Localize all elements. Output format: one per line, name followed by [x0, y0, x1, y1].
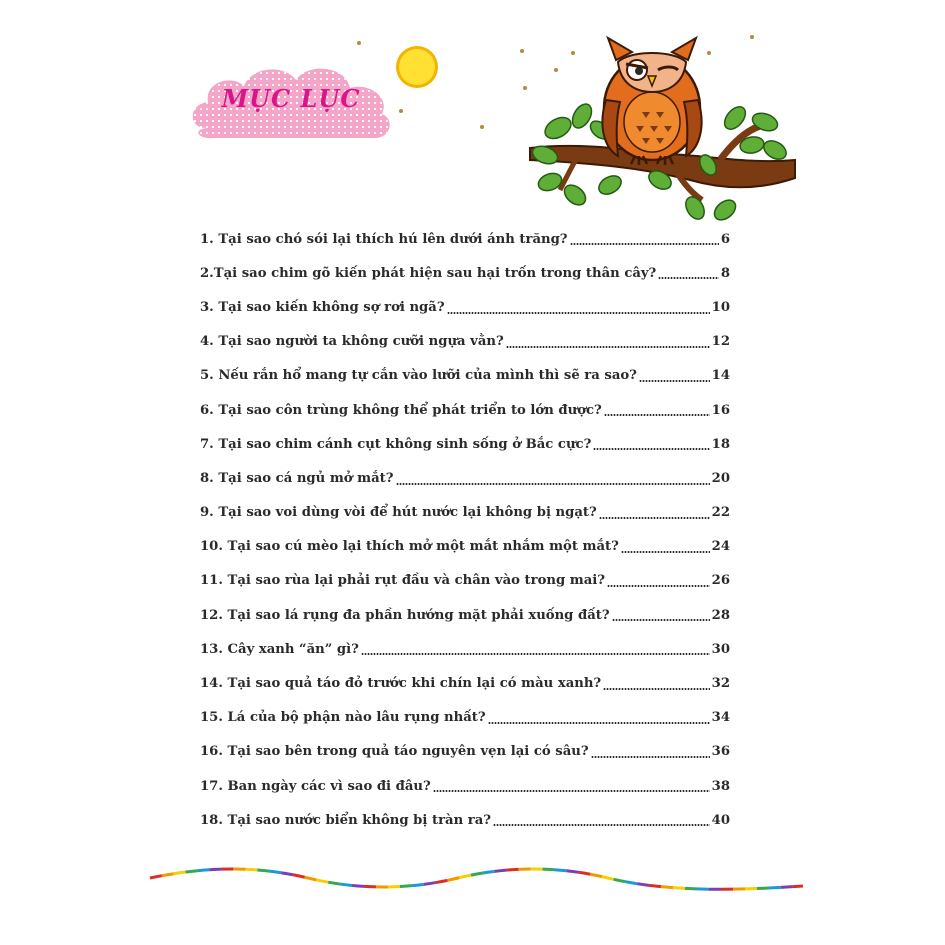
toc-entry-title: 1. Tại sao chó sói lại thích hú lên dưới ánh trăng?	[200, 231, 568, 247]
toc-entry-page: 22	[711, 505, 730, 521]
toc-entry	[200, 666, 730, 700]
toc-dot-leader	[639, 380, 710, 382]
toc-entry-page: 8	[720, 265, 730, 281]
toc-entry-title: 11. Tại sao rùa lại phải rụt đầu và chân vào trong mai?	[200, 573, 606, 589]
toc-entry	[200, 530, 730, 564]
toc-entry-title: 3. Tại sao kiến không sợ rơi ngã?	[200, 299, 445, 315]
toc-dot-leader	[612, 619, 710, 621]
toc-entry	[200, 222, 730, 256]
toc-dot-leader	[447, 312, 710, 314]
toc-entry-title: 15. Lá của bộ phận nào lâu rụng nhất?	[200, 710, 486, 726]
toc-entry	[200, 461, 730, 495]
toc-entry	[200, 359, 730, 393]
toc-entry-page: 14	[711, 368, 730, 384]
toc-dot-leader	[604, 414, 710, 416]
toc-entry-title: 16. Tại sao bên trong quả táo nguyên vẹn lại có sâu?	[200, 744, 589, 760]
toc-entry-title: 10. Tại sao cú mèo lại thích mở một mắt nhắm một mắt?	[200, 539, 619, 555]
toc-entry-title: 12. Tại sao lá rụng đa phần hướng mặt phải xuống đất?	[200, 607, 610, 623]
toc-dot-leader	[433, 790, 710, 792]
toc-entry	[200, 325, 730, 359]
table-of-contents	[200, 222, 730, 837]
toc-entry	[200, 564, 730, 598]
toc-entry-title: 9. Tại sao voi dùng vòi để hút nước lại không bị ngạt?	[200, 505, 597, 521]
toc-entry-page: 36	[711, 744, 730, 760]
toc-dot-leader	[607, 585, 710, 587]
toc-entry-page: 12	[711, 334, 730, 350]
toc-entry	[200, 496, 730, 530]
toc-dot-leader	[621, 551, 710, 553]
toc-dot-leader	[493, 824, 710, 826]
toc-entry	[200, 256, 730, 290]
toc-entry-page: 16	[711, 402, 730, 418]
toc-entry-page: 38	[711, 778, 730, 794]
toc-entry-page: 34	[711, 710, 730, 726]
star-dot	[480, 125, 484, 129]
toc-entry-page: 20	[711, 470, 730, 486]
toc-entry	[200, 427, 730, 461]
toc-entry	[200, 769, 730, 803]
toc-dot-leader	[506, 346, 710, 348]
star-dot	[357, 41, 361, 45]
toc-entry	[200, 803, 730, 837]
toc-dot-leader	[396, 483, 710, 485]
toc-entry-title: 13. Cây xanh “ăn” gì?	[200, 641, 359, 657]
toc-dot-leader	[593, 448, 709, 450]
toc-entry	[200, 290, 730, 324]
toc-entry	[200, 735, 730, 769]
toc-entry-page: 40	[711, 812, 730, 828]
toc-entry-title: 6. Tại sao côn trùng không thể phát triển to lớn được?	[200, 402, 602, 418]
toc-entry-title: 4. Tại sao người ta không cưỡi ngựa vằn?	[200, 334, 504, 350]
owl-on-branch-illustration	[520, 30, 800, 225]
toc-entry-title: 18. Tại sao nước biển không bị tràn ra?	[200, 812, 491, 828]
toc-entry-page: 18	[711, 436, 730, 452]
toc-dot-leader	[570, 243, 719, 245]
toc-entry	[200, 393, 730, 427]
toc-entry-title: 5. Nếu rắn hổ mang tự cắn vào lưỡi của mình thì sẽ ra sao?	[200, 368, 637, 384]
toc-entry-page: 32	[711, 676, 730, 692]
toc-entry-page: 6	[720, 231, 730, 247]
toc-entry-page: 30	[711, 641, 730, 657]
toc-entry	[200, 701, 730, 735]
toc-dot-leader	[591, 756, 710, 758]
toc-entry-title: 8. Tại sao cá ngủ mở mắt?	[200, 470, 394, 486]
toc-entry-page: 10	[711, 299, 730, 315]
wavy-line-decoration	[148, 862, 808, 902]
toc-entry-title: 14. Tại sao quả táo đỏ trước khi chín lại có màu xanh?	[200, 676, 602, 692]
toc-dot-leader	[488, 722, 710, 724]
toc-entry-page: 26	[711, 573, 730, 589]
toc-entry	[200, 598, 730, 632]
toc-entry-page: 24	[711, 539, 730, 555]
toc-entry-title: 7. Tại sao chim cánh cụt không sinh sống ở Bắc cực?	[200, 436, 592, 452]
toc-entry-page: 28	[711, 607, 730, 623]
page-title: MỤC LỤC	[221, 84, 361, 113]
toc-dot-leader	[361, 653, 710, 655]
toc-entry-title: 17. Ban ngày các vì sao đi đâu?	[200, 778, 431, 794]
toc-dot-leader	[603, 688, 709, 690]
toc-dot-leader	[599, 517, 710, 519]
toc-dot-leader	[658, 277, 719, 279]
toc-entry-title: 2.Tại sao chim gõ kiến phát hiện sau hại trốn trong thân cây?	[200, 265, 657, 281]
sun-icon	[393, 43, 441, 91]
toc-entry	[200, 632, 730, 666]
title-cloud	[186, 58, 396, 148]
star-dot	[399, 109, 403, 113]
